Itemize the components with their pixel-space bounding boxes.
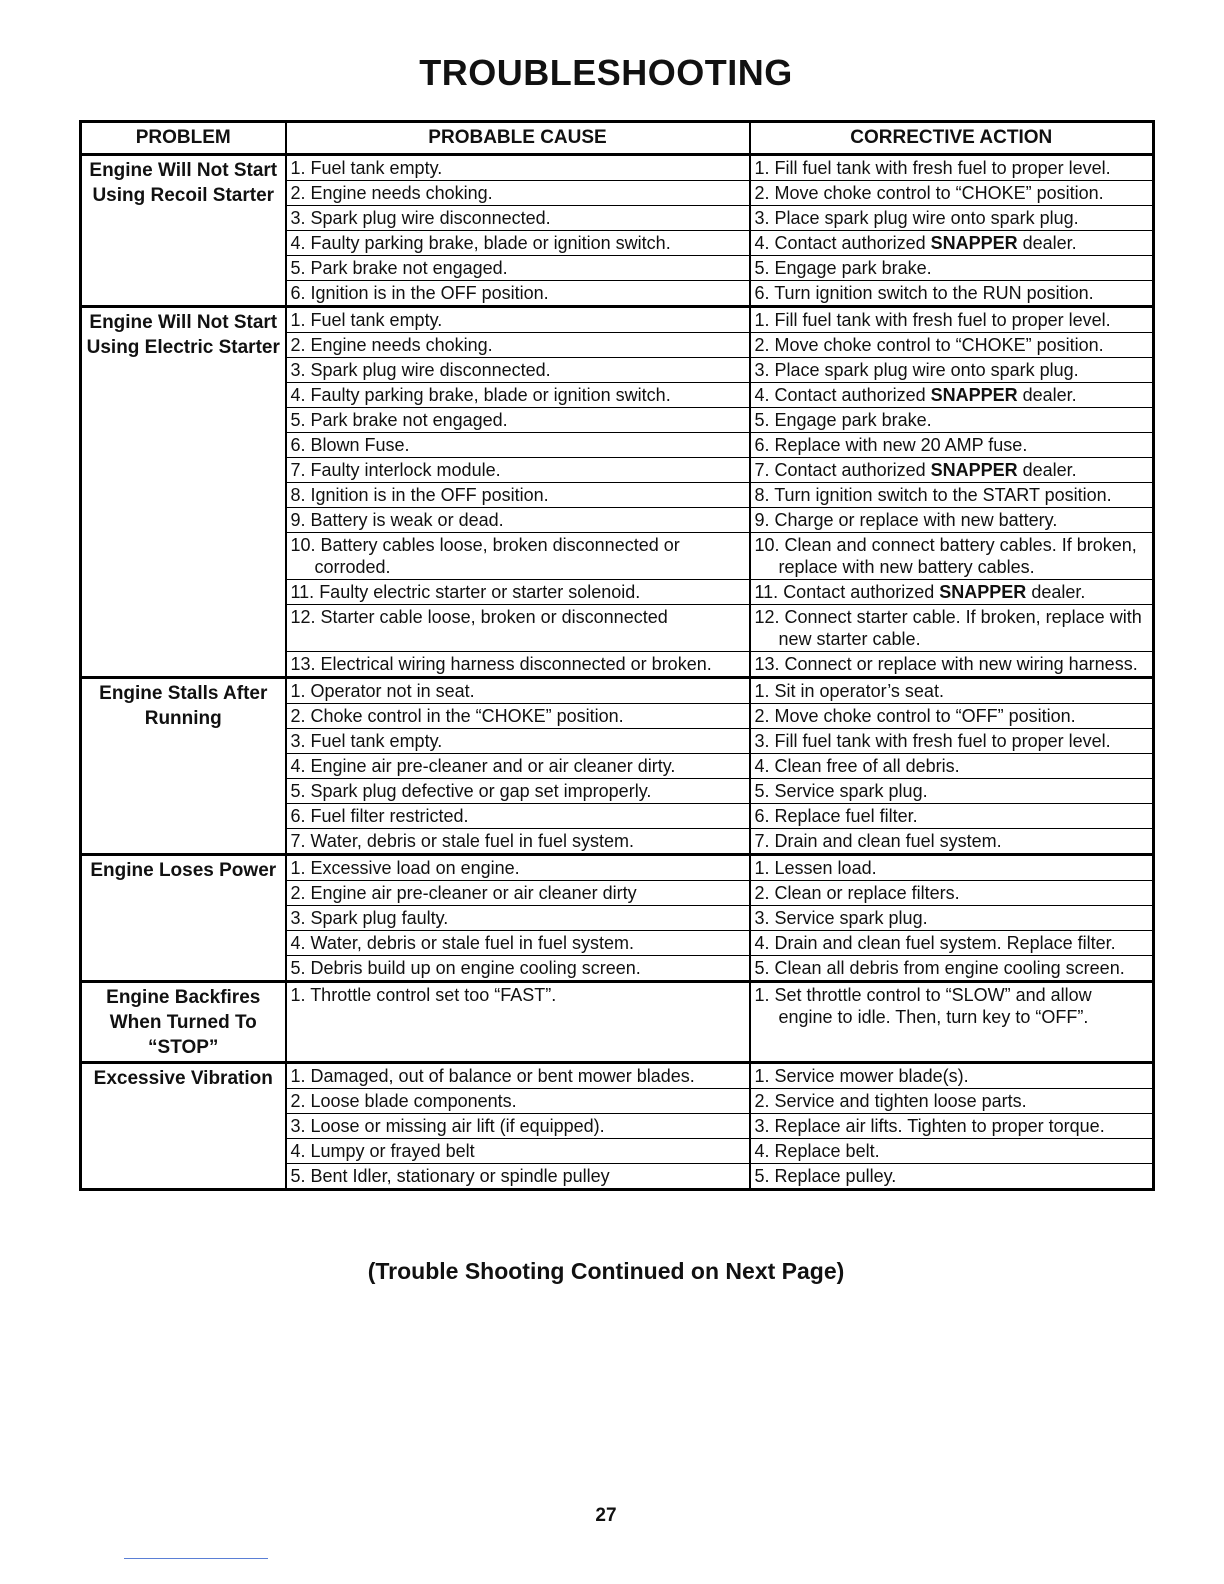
cause-cell: 7. Water, debris or stale fuel in fuel system. (286, 829, 750, 855)
action-cell: 13. Connect or replace with new wiring harness. (750, 652, 1154, 678)
action-cell: 5. Replace pulley. (750, 1164, 1154, 1190)
cause-cell: 7. Faulty interlock module. (286, 458, 750, 483)
action-text: 4. Contact authorized (754, 385, 931, 405)
table-row (81, 1063, 1154, 1089)
problem-cell: Engine Stalls After Running (81, 678, 286, 855)
cause-cell: 12. Starter cable loose, broken or disconnected (286, 605, 750, 652)
action-cell: 2. Service and tighten loose parts. (750, 1089, 1154, 1114)
action-cell: 5. Clean all debris from engine cooling screen. (750, 956, 1154, 982)
footer-rule (124, 1558, 268, 1559)
action-cell: 7. Drain and clean fuel system. (750, 829, 1154, 855)
action-cell: 12. Connect starter cable. If broken, replace with new starter cable. (750, 605, 1154, 652)
action-cell: 3. Place spark plug wire onto spark plug. (750, 358, 1154, 383)
problem-cell: Excessive Vibration (81, 1063, 286, 1190)
action-cell: 3. Service spark plug. (750, 906, 1154, 931)
action-cell (750, 231, 1154, 256)
cause-cell: 4. Engine air pre-cleaner and or air cleaner dirty. (286, 754, 750, 779)
action-text: 4. Contact authorized (754, 233, 931, 253)
cause-cell: 2. Choke control in the “CHOKE” position. (286, 704, 750, 729)
action-cell (750, 383, 1154, 408)
action-cell: 3. Place spark plug wire onto spark plug. (750, 206, 1154, 231)
page-number: 27 (595, 1505, 617, 1526)
action-cell (750, 458, 1154, 483)
action-cell: 5. Engage park brake. (750, 408, 1154, 433)
action-text: 11. Contact authorized (754, 582, 940, 602)
cause-cell: 1. Throttle control set too “FAST”. (286, 982, 750, 1063)
action-cell: 2. Move choke control to “CHOKE” position. (750, 181, 1154, 206)
header-probable-cause: PROBABLE CAUSE (286, 122, 750, 155)
cause-cell: 10. Battery cables loose, broken disconnected or corroded. (286, 533, 750, 580)
cause-cell: 4. Faulty parking brake, blade or ignition switch. (286, 383, 750, 408)
action-cell: 1. Set throttle control to “SLOW” and allow engine to idle. Then, turn key to “OFF”. (750, 982, 1154, 1063)
table-row (81, 855, 1154, 881)
cause-cell: 5. Park brake not engaged. (286, 408, 750, 433)
cause-cell: 3. Loose or missing air lift (if equipped). (286, 1114, 750, 1139)
action-cell: 2. Move choke control to “OFF” position. (750, 704, 1154, 729)
cause-cell: 3. Spark plug wire disconnected. (286, 206, 750, 231)
header-problem: PROBLEM (81, 122, 286, 155)
action-cell: 1. Service mower blade(s). (750, 1063, 1154, 1089)
table-body (81, 155, 1154, 1190)
cause-cell: 1. Fuel tank empty. (286, 155, 750, 181)
action-cell: 3. Fill fuel tank with fresh fuel to proper level. (750, 729, 1154, 754)
header-corrective-action: CORRECTIVE ACTION (750, 122, 1154, 155)
table-row (81, 982, 1154, 1063)
cause-cell: 3. Spark plug wire disconnected. (286, 358, 750, 383)
action-cell: 8. Turn ignition switch to the START position. (750, 483, 1154, 508)
cause-cell: 2. Loose blade components. (286, 1089, 750, 1114)
cause-cell: 9. Battery is weak or dead. (286, 508, 750, 533)
brand-name: SNAPPER (930, 233, 1018, 253)
cause-cell: 4. Lumpy or frayed belt (286, 1139, 750, 1164)
cause-cell: 6. Fuel filter restricted. (286, 804, 750, 829)
action-cell: 1. Fill fuel tank with fresh fuel to proper level. (750, 155, 1154, 181)
action-cell: 6. Turn ignition switch to the RUN position. (750, 281, 1154, 307)
cause-cell: 6. Ignition is in the OFF position. (286, 281, 750, 307)
action-cell: 2. Clean or replace filters. (750, 881, 1154, 906)
continued-note: (Trouble Shooting Continued on Next Page) (367, 1258, 845, 1284)
page-title: TROUBLESHOOTING (419, 52, 793, 93)
action-cell: 5. Service spark plug. (750, 779, 1154, 804)
action-cell (750, 580, 1154, 605)
table-header-row (81, 122, 1154, 155)
problem-cell: Engine Loses Power (81, 855, 286, 982)
action-cell: 4. Drain and clean fuel system. Replace filter. (750, 931, 1154, 956)
problem-cell: Engine Will Not Start Using Recoil Starter (81, 155, 286, 307)
cause-cell: 4. Faulty parking brake, blade or ignition switch. (286, 231, 750, 256)
table-row (81, 307, 1154, 333)
action-cell: 6. Replace with new 20 AMP fuse. (750, 433, 1154, 458)
action-cell: 6. Replace fuel filter. (750, 804, 1154, 829)
action-cell: 1. Fill fuel tank with fresh fuel to proper level. (750, 307, 1154, 333)
action-text: 7. Contact authorized (754, 460, 931, 480)
action-cell: 3. Replace air lifts. Tighten to proper torque. (750, 1114, 1154, 1139)
cause-cell: 1. Operator not in seat. (286, 678, 750, 704)
action-cell: 4. Clean free of all debris. (750, 754, 1154, 779)
action-text-suffix: dealer. (1017, 460, 1077, 480)
brand-name: SNAPPER (939, 582, 1027, 602)
action-cell: 5. Engage park brake. (750, 256, 1154, 281)
troubleshooting-table (79, 120, 1155, 1191)
action-cell: 2. Move choke control to “CHOKE” position. (750, 333, 1154, 358)
brand-name: SNAPPER (930, 385, 1018, 405)
cause-cell: 6. Blown Fuse. (286, 433, 750, 458)
cause-cell: 8. Ignition is in the OFF position. (286, 483, 750, 508)
cause-cell: 3. Fuel tank empty. (286, 729, 750, 754)
table-row (81, 155, 1154, 181)
action-cell: 1. Sit in operator’s seat. (750, 678, 1154, 704)
action-text-suffix: dealer. (1026, 582, 1086, 602)
cause-cell: 2. Engine needs choking. (286, 333, 750, 358)
cause-cell: 5. Park brake not engaged. (286, 256, 750, 281)
cause-cell: 3. Spark plug faulty. (286, 906, 750, 931)
action-cell: 10. Clean and connect battery cables. If broken, replace with new battery cables. (750, 533, 1154, 580)
cause-cell: 11. Faulty electric starter or starter solenoid. (286, 580, 750, 605)
cause-cell: 1. Excessive load on engine. (286, 855, 750, 881)
cause-cell: 13. Electrical wiring harness disconnected or broken. (286, 652, 750, 678)
action-text-suffix: dealer. (1017, 233, 1077, 253)
problem-cell: Engine Backfires When Turned To “STOP” (81, 982, 286, 1063)
cause-cell: 1. Fuel tank empty. (286, 307, 750, 333)
cause-cell: 1. Damaged, out of balance or bent mower blades. (286, 1063, 750, 1089)
brand-name: SNAPPER (930, 460, 1018, 480)
table-row (81, 678, 1154, 704)
action-cell: 9. Charge or replace with new battery. (750, 508, 1154, 533)
problem-cell: Engine Will Not Start Using Electric Starter (81, 307, 286, 678)
action-cell: 1. Lessen load. (750, 855, 1154, 881)
cause-cell: 5. Spark plug defective or gap set improperly. (286, 779, 750, 804)
cause-cell: 4. Water, debris or stale fuel in fuel system. (286, 931, 750, 956)
cause-cell: 2. Engine needs choking. (286, 181, 750, 206)
action-text-suffix: dealer. (1017, 385, 1077, 405)
cause-cell: 2. Engine air pre-cleaner or air cleaner dirty (286, 881, 750, 906)
cause-cell: 5. Debris build up on engine cooling screen. (286, 956, 750, 982)
cause-cell: 5. Bent Idler, stationary or spindle pulley (286, 1164, 750, 1190)
action-cell: 4. Replace belt. (750, 1139, 1154, 1164)
